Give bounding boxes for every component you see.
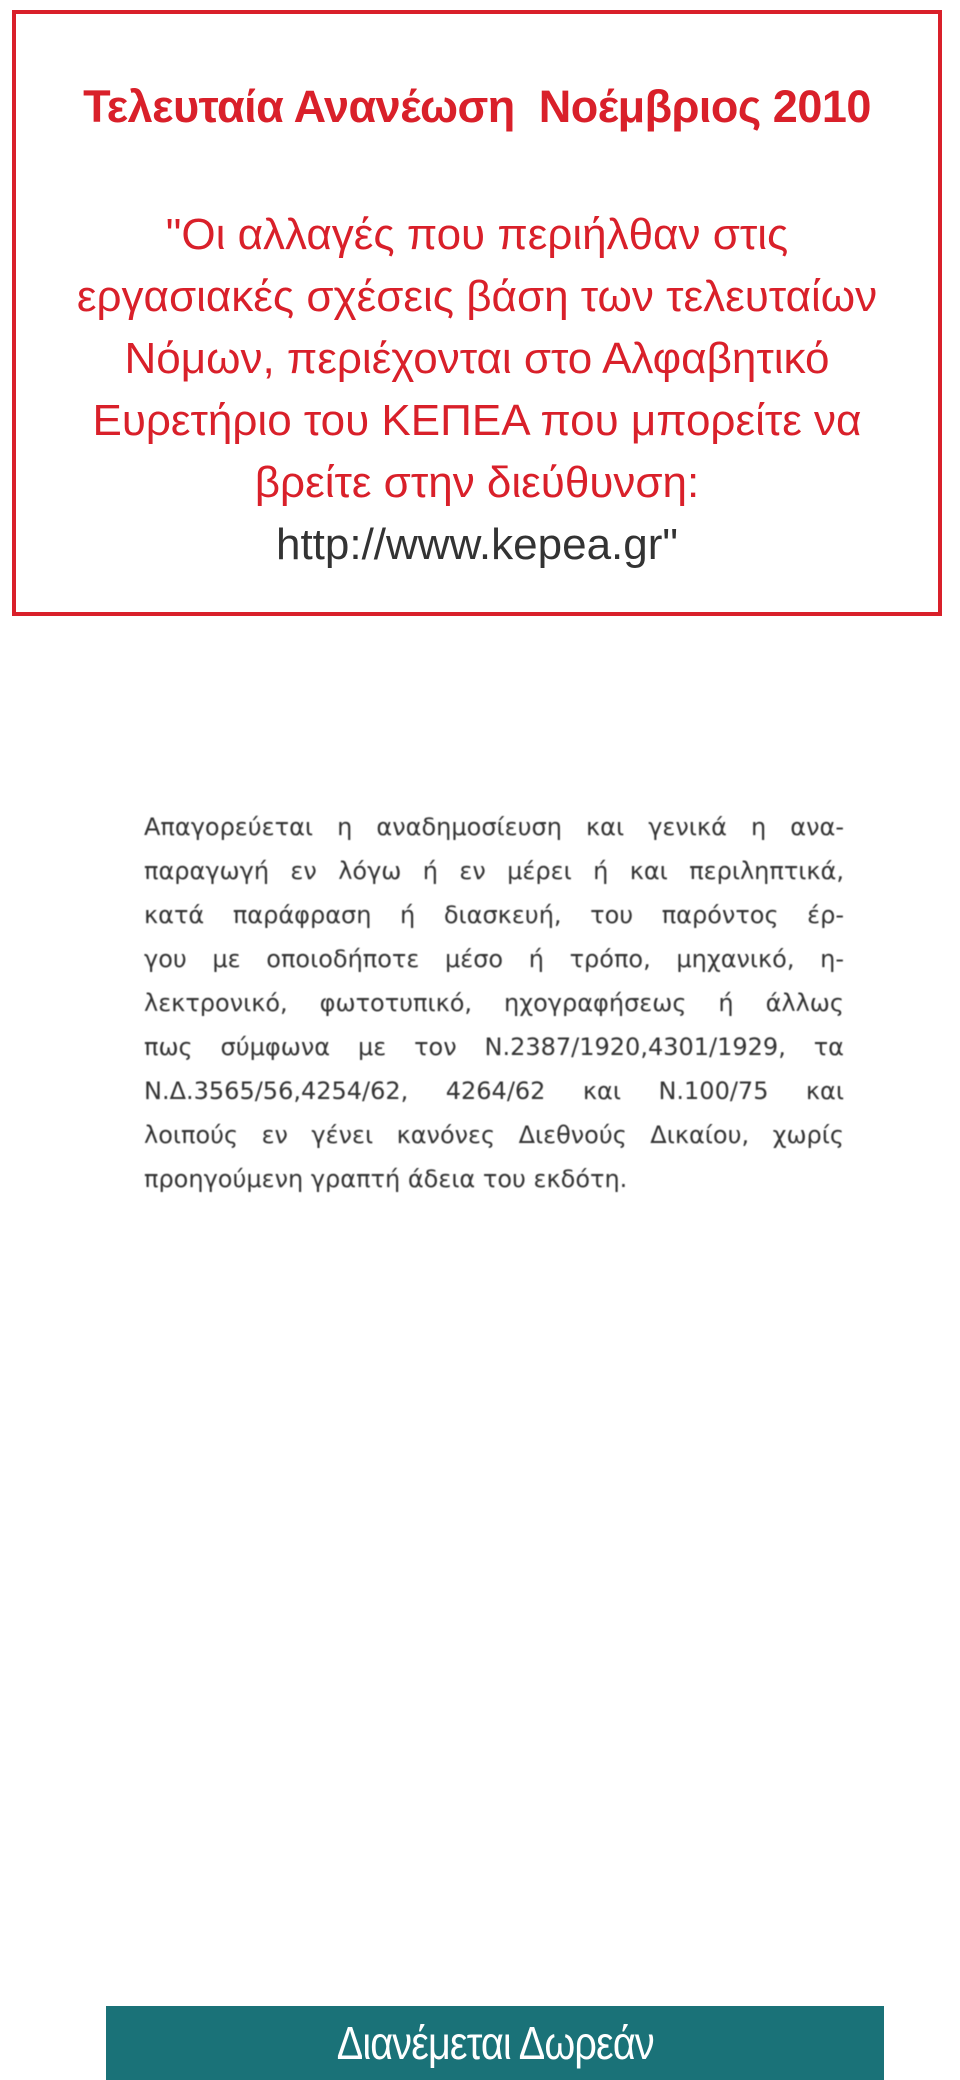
copyright-paragraph (144, 805, 844, 1201)
update-notice-box (12, 10, 942, 616)
copyright-line: Ν.Δ.3565/56,4254/62, 4264/62 και Ν.100/75 και (144, 1077, 844, 1105)
last-update-title: Τελευταία Ανανέωση Νοέμβριος 2010 (83, 81, 871, 132)
free-distribution-label: Διανέμεται Δωρεάν (336, 2017, 654, 2069)
notice-line: Ευρετήριο του ΚΕΠΕΑ που μπορείτε να (92, 396, 862, 445)
update-notice-text (36, 204, 918, 576)
free-distribution-banner (106, 2006, 884, 2080)
copyright-line: προηγούμενη γραπτή άδεια του εκδότη. (144, 1165, 628, 1193)
notice-line: βρείτε στην διεύθυνση: (254, 458, 700, 507)
notice-line: Νόμων, περιέχονται στο Αλφαβητικό (124, 334, 830, 383)
copyright-line: παραγωγή εν λόγω ή εν μέρει ή και περιληπτικά, (144, 857, 844, 885)
copyright-line: λεκτρονικό, φωτοτυπικό, ηχογραφήσεως ή άλλως (144, 989, 844, 1017)
copyright-line: κατά παράφραση ή διασκευή, του παρόντος έρ- (144, 901, 844, 929)
notice-url-line: http://www.kepea.gr" (275, 520, 679, 569)
copyright-line: πως σύμφωνα με τον Ν.2387/1920,4301/1929, τα (144, 1033, 844, 1061)
notice-line: "Οι αλλαγές που περιήλθαν στις (165, 210, 789, 259)
copyright-line: λοιπούς εν γένει κανόνες Διεθνούς Δικαίου, χωρίς (144, 1121, 844, 1149)
copyright-line: Απαγορεύεται η αναδημοσίευση και γενικά η ανα- (144, 813, 844, 841)
copyright-line: γου με οποιοδήποτε μέσο ή τρόπο, μηχανικό, η- (144, 945, 844, 973)
notice-line: εργασιακές σχέσεις βάση των τελευταίων (76, 272, 878, 321)
